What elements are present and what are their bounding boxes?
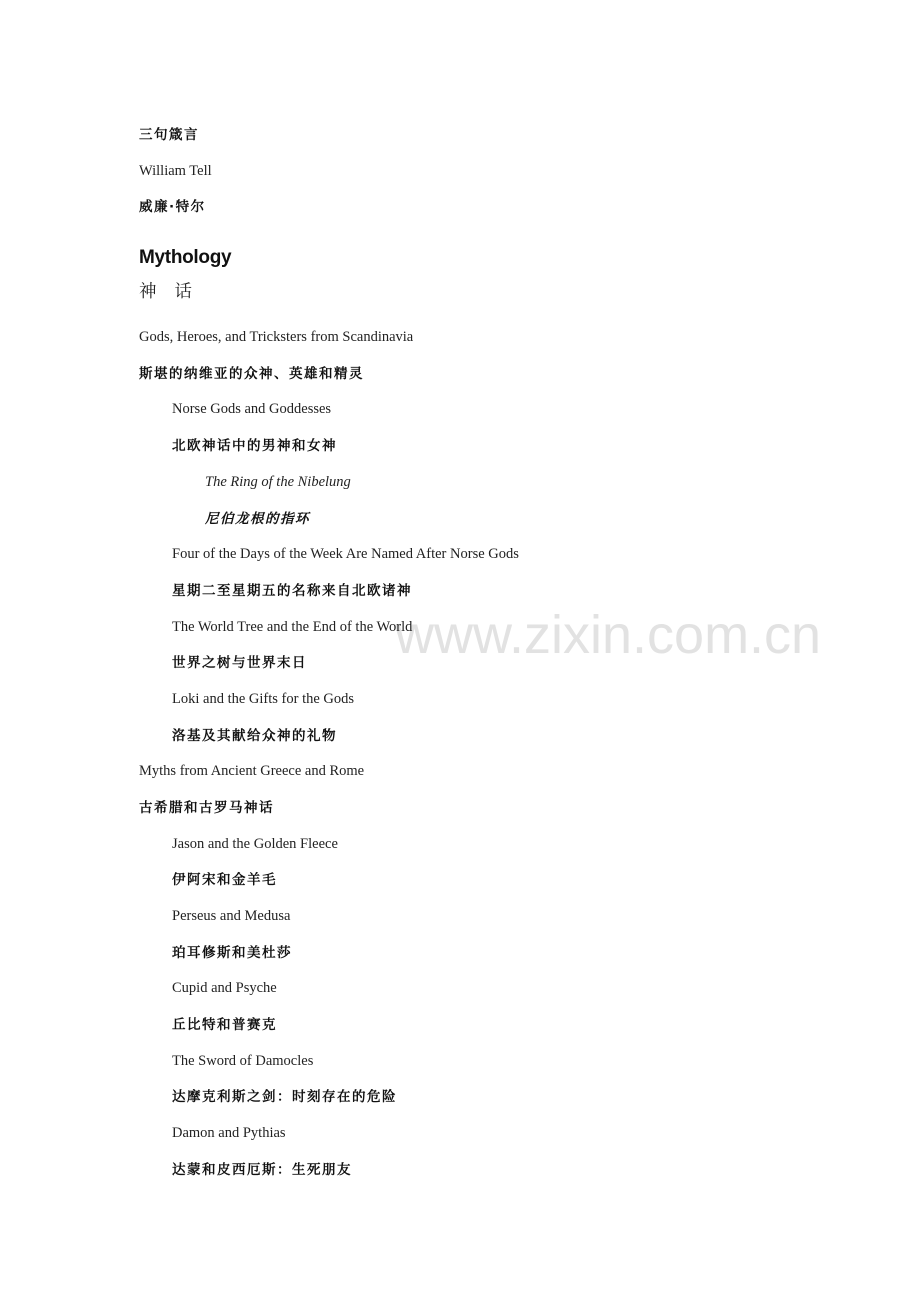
list-item-en: Damon and Pythias bbox=[172, 1125, 286, 1141]
item-zh-william-tell: 威廉·特尔 bbox=[139, 199, 206, 215]
list-item-zh: 星期二至星期五的名称来自北欧诸神 bbox=[172, 583, 412, 599]
list-item-zh: 达摩克利斯之剑：时刻存在的危险 bbox=[172, 1089, 397, 1105]
list-item-en: Norse Gods and Goddesses bbox=[172, 401, 332, 417]
list-item-zh: 丘比特和普赛克 bbox=[172, 1017, 277, 1033]
list-item-zh: 伊阿宋和金羊毛 bbox=[172, 872, 277, 888]
sub-item-en: The Ring of the Nibelung bbox=[205, 474, 351, 490]
list-item-en: The World Tree and the End of the World bbox=[172, 619, 413, 635]
list-item-zh: 洛基及其献给众神的礼物 bbox=[172, 728, 337, 744]
group-title-en: Myths from Ancient Greece and Rome bbox=[139, 763, 365, 779]
list-item-zh: 珀耳修斯和美杜莎 bbox=[172, 945, 292, 961]
watermark: www.zixin.com.cn bbox=[395, 605, 822, 665]
section-subtitle: 神话 bbox=[139, 282, 210, 302]
group-title-zh: 斯堪的纳维亚的众神、英雄和精灵 bbox=[139, 366, 364, 382]
list-item-zh: 达蒙和皮西厄斯：生死朋友 bbox=[172, 1162, 352, 1178]
group-title-zh: 古希腊和古罗马神话 bbox=[139, 800, 274, 816]
section-title: Mythology bbox=[139, 247, 232, 268]
list-item-en: Perseus and Medusa bbox=[172, 908, 291, 924]
list-item-zh: 北欧神话中的男神和女神 bbox=[172, 438, 337, 454]
sub-item-zh: 尼伯龙根的指环 bbox=[205, 511, 310, 527]
item-en-william-tell: William Tell bbox=[139, 163, 212, 179]
group-title-en: Gods, Heroes, and Tricksters from Scandinavia bbox=[139, 329, 414, 345]
list-item-en: The Sword of Damocles bbox=[172, 1053, 314, 1069]
item-zh-three-maxims: 三句箴言 bbox=[139, 127, 199, 143]
list-item-en: Jason and the Golden Fleece bbox=[172, 836, 338, 852]
list-item-en: Loki and the Gifts for the Gods bbox=[172, 691, 355, 707]
list-item-en: Four of the Days of the Week Are Named After Norse Gods bbox=[172, 546, 519, 562]
list-item-en: Cupid and Psyche bbox=[172, 980, 277, 996]
list-item-zh: 世界之树与世界末日 bbox=[172, 655, 307, 671]
